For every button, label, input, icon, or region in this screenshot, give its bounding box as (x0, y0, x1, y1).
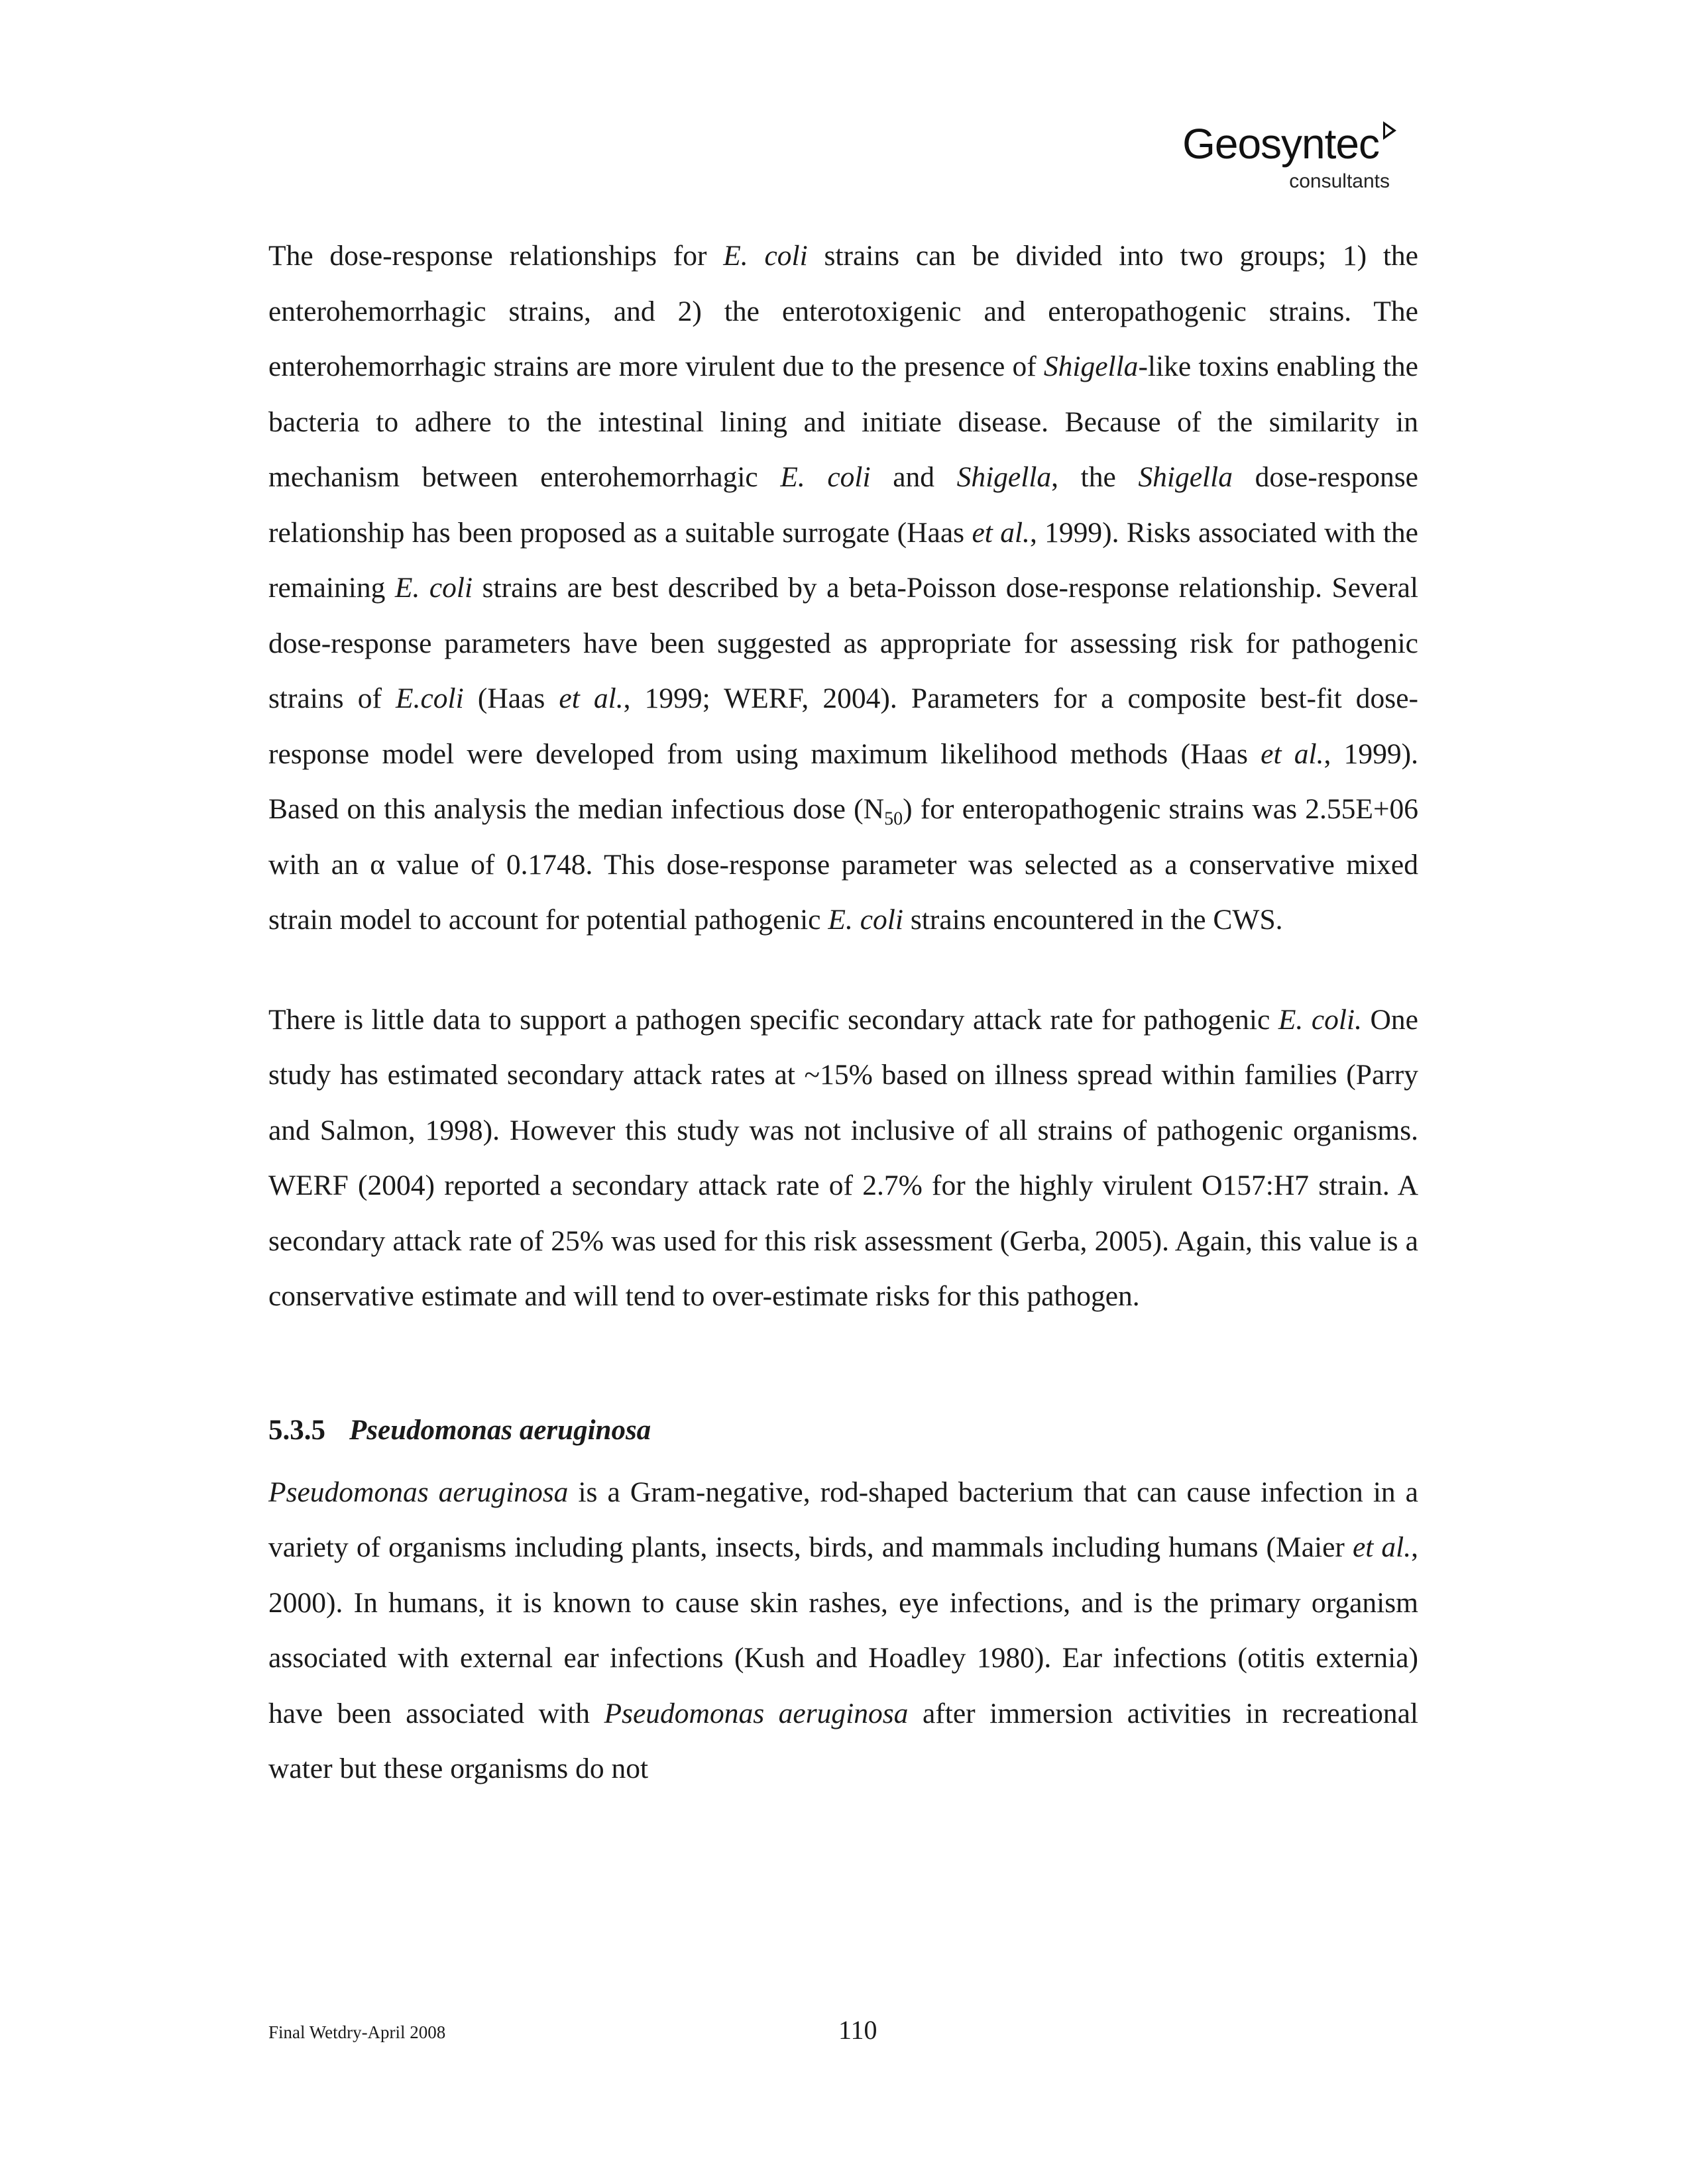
logo-name: Geosyntec (1182, 120, 1379, 168)
paragraph-pseudomonas: Pseudomonas aeruginosa is a Gram-negative, rod-shaped bacterium that can cause infection in a variety of organisms including plants, insects, birds, and mammals including humans (Maier et al., 2000). In humans, it is known to cause skin rashes, eye infections, and is the primary organism associated with external ear infections (Kush and Hoadley 1980). Ear infections (otitis externia) have been associated with Pseudomonas aeruginosa after immersion activities in recreational water but these organisms do not (268, 1476, 1418, 1784)
page-number: 110 (838, 2015, 877, 2045)
paragraph-secondary-attack-rate: There is little data to support a pathogen specific secondary attack rate for pathogenic E. coli. One study has estimated secondary attack rates at ~15% based on illness spread within families (Parry and Salmon, 1998). However this study was not inclusive of all strains of pathogenic organisms. WERF (2004) reported a secondary attack rate of 2.7% for the highly virulent O157:H7 strain. A secondary attack rate of 25% was used for this risk assessment (Gerba, 2005). Again, this value is a conservative estimate and will tend to over-estimate risks for this pathogen. (268, 1003, 1418, 1312)
paragraph-ecoli-dose-response: The dose-response relationships for E. coli strains can be divided into two groups; 1) the enterohemorrhagic strains, and 2) the enterotoxigenic and enteropathogenic strains. The enterohemorrhagic strains are more virulent due to the presence of Shigella-like toxins enabling the bacteria to adhere to the intestinal lining and initiate disease. Because of the similarity in mechanism between enterohemorrhagic E. coli and Shigella, the Shigella dose-response relationship has been proposed as a suitable surrogate (Haas et al., 1999). Risks associated with the remaining E. coli strains are best described by a beta-Poisson dose-response relationship. Several dose-response parameters have been suggested as appropriate for assessing risk for pathogenic strains of E.coli (Haas et al., 1999; WERF, 2004). Parameters for a composite best-fit dose-response model were developed from using maximum likelihood methods (Haas et al., 1999). Based on this analysis the median infectious dose $(N_{50})$ for enteropathogenic strains was 2.55E+06 with an α value of 0.1748. This dose-response parameter was selected as a conservative mixed strain model to account for potential pathogenic E. coli strains encountered in the CWS. (268, 240, 1418, 936)
logo-subtitle: consultants (1289, 170, 1390, 192)
logo-triangle-icon (1383, 121, 1396, 140)
document-body (268, 229, 1418, 1797)
section-title: Pseudomonas aeruginosa (349, 1414, 651, 1446)
section-number: 5.3.5 (268, 1414, 325, 1446)
footer-document-label: Final Wetdry-April 2008 (268, 2022, 446, 2042)
section-heading (268, 1411, 1418, 1450)
company-logo (1182, 120, 1396, 193)
